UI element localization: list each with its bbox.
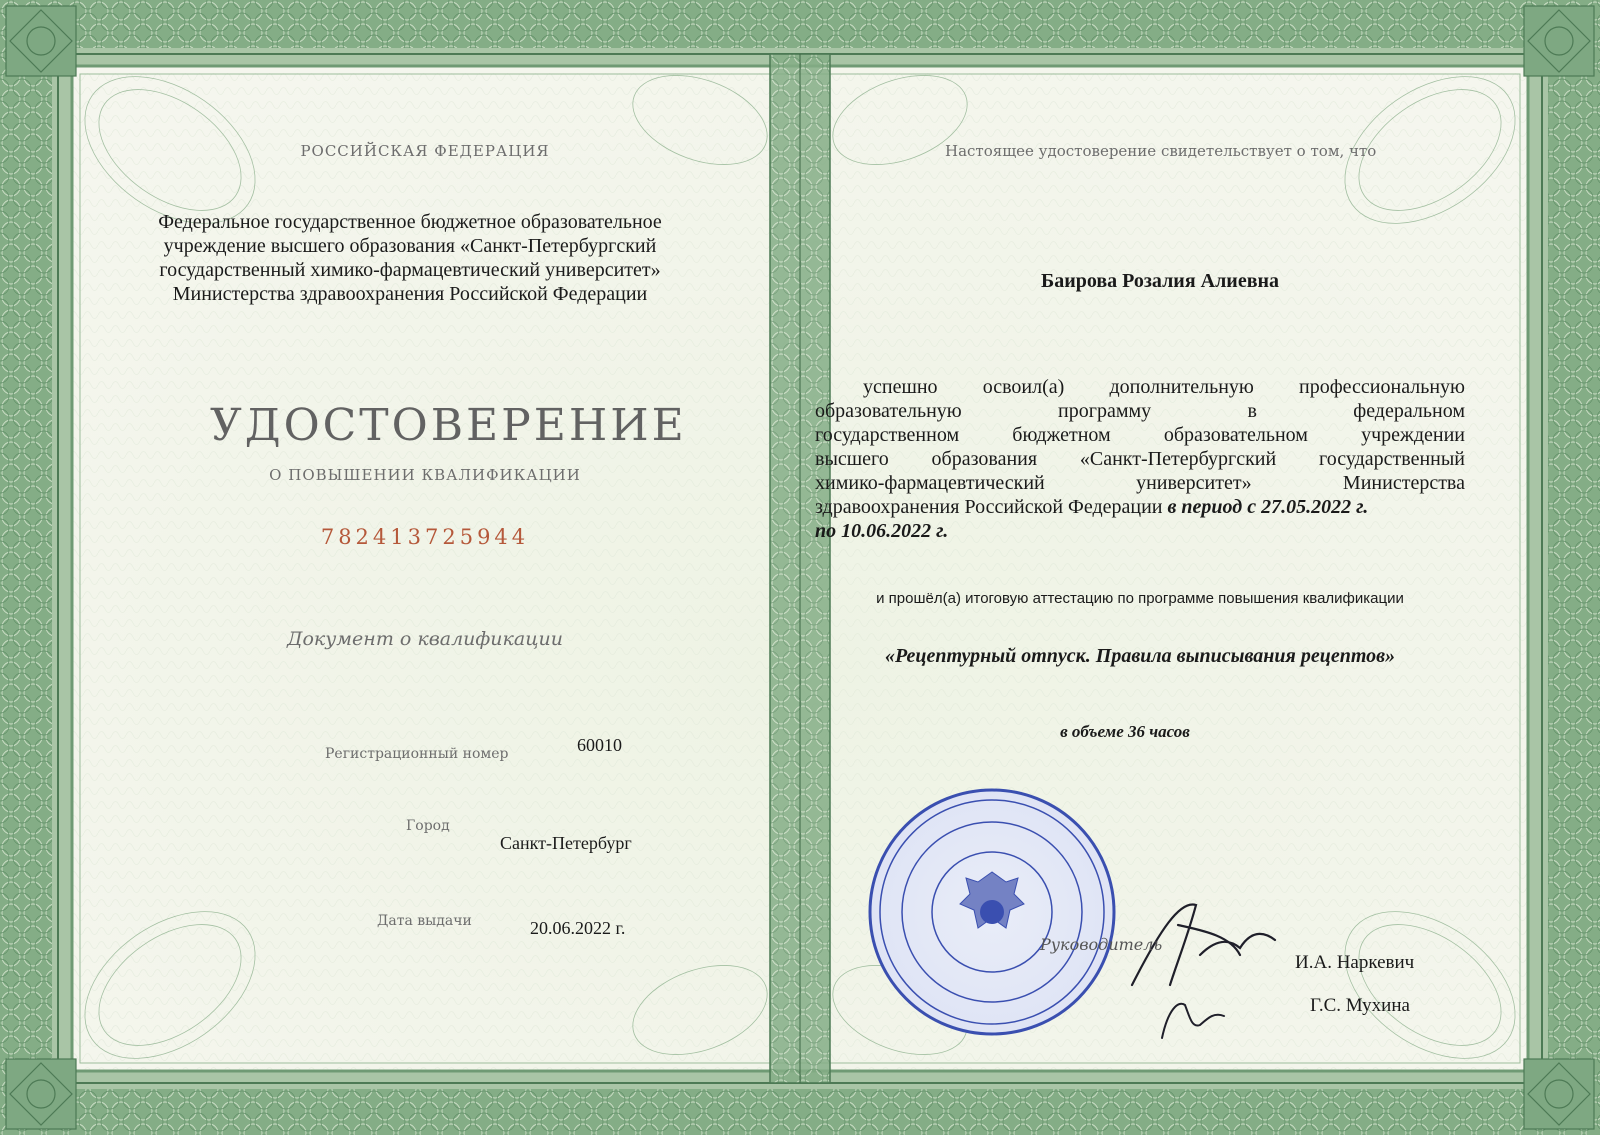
- attestation-text: и прошёл(а) итоговую аттестацию по программе повышения квалификации: [876, 590, 1404, 607]
- description-line: государственном бюджетном образовательном учреждении: [815, 424, 1465, 446]
- document-type: Документ о квалификации: [287, 628, 563, 650]
- serial-number: 782413725944: [320, 525, 530, 549]
- study-period-end: по 10.06.2022 г.: [815, 520, 949, 542]
- signer-role: Руководитель: [1040, 935, 1163, 954]
- institution-name: [60, 210, 760, 306]
- holder-name: Баирова Розалия Алиевна: [1040, 270, 1280, 292]
- registration-label: Регистрационный номер: [325, 746, 509, 762]
- intro-text: Настоящее удостоверение свидетельствует о том, что: [945, 142, 1377, 160]
- institution-line: Федеральное государственное бюджетное образовательное: [158, 211, 662, 233]
- institution-line: государственный химико-фармацевтический университет»: [159, 259, 661, 281]
- course-hours: в объеме 36 часов: [1060, 722, 1190, 741]
- description-text: здравоохранения Российской Федерации: [815, 496, 1163, 518]
- city-value: Санкт-Петербург: [500, 833, 632, 853]
- official-seal: [870, 790, 1114, 1034]
- description-line: успешно освоил(а) дополнительную профессиональную: [863, 376, 1465, 398]
- study-period-start: в период с 27.05.2022 г.: [1167, 496, 1369, 518]
- signer-2-name: Г.С. Мухина: [1310, 995, 1410, 1016]
- issue-date-value: 20.06.2022 г.: [530, 918, 626, 938]
- issue-date-label: Дата выдачи: [377, 913, 472, 929]
- program-name: «Рецептурный отпуск. Правила выписывания рецептов»: [884, 645, 1396, 667]
- signer-1-name: И.А. Наркевич: [1295, 952, 1415, 973]
- country-name: РОССИЙСКАЯ ФЕДЕРАЦИЯ: [300, 142, 550, 160]
- registration-number: 60010: [577, 735, 622, 755]
- description-line: [815, 495, 1465, 519]
- institution-line: учреждение высшего образования «Санкт-Петербургский: [163, 235, 657, 257]
- city-label: Город: [406, 818, 450, 834]
- institution-line: Министерства здравоохранения Российской Федерации: [172, 283, 648, 305]
- description-line: химико-фармацевтический университет» Министерства: [815, 472, 1465, 494]
- document-subtitle: О ПОВЫШЕНИИ КВАЛИФИКАЦИИ: [269, 466, 581, 484]
- description-line: высшего образования «Санкт-Петербургский государственный: [815, 448, 1465, 470]
- program-description: [815, 375, 1465, 543]
- document-title: УДОСТОВЕРЕНИЕ: [210, 400, 687, 451]
- description-line: образовательную программу в федеральном: [815, 400, 1465, 422]
